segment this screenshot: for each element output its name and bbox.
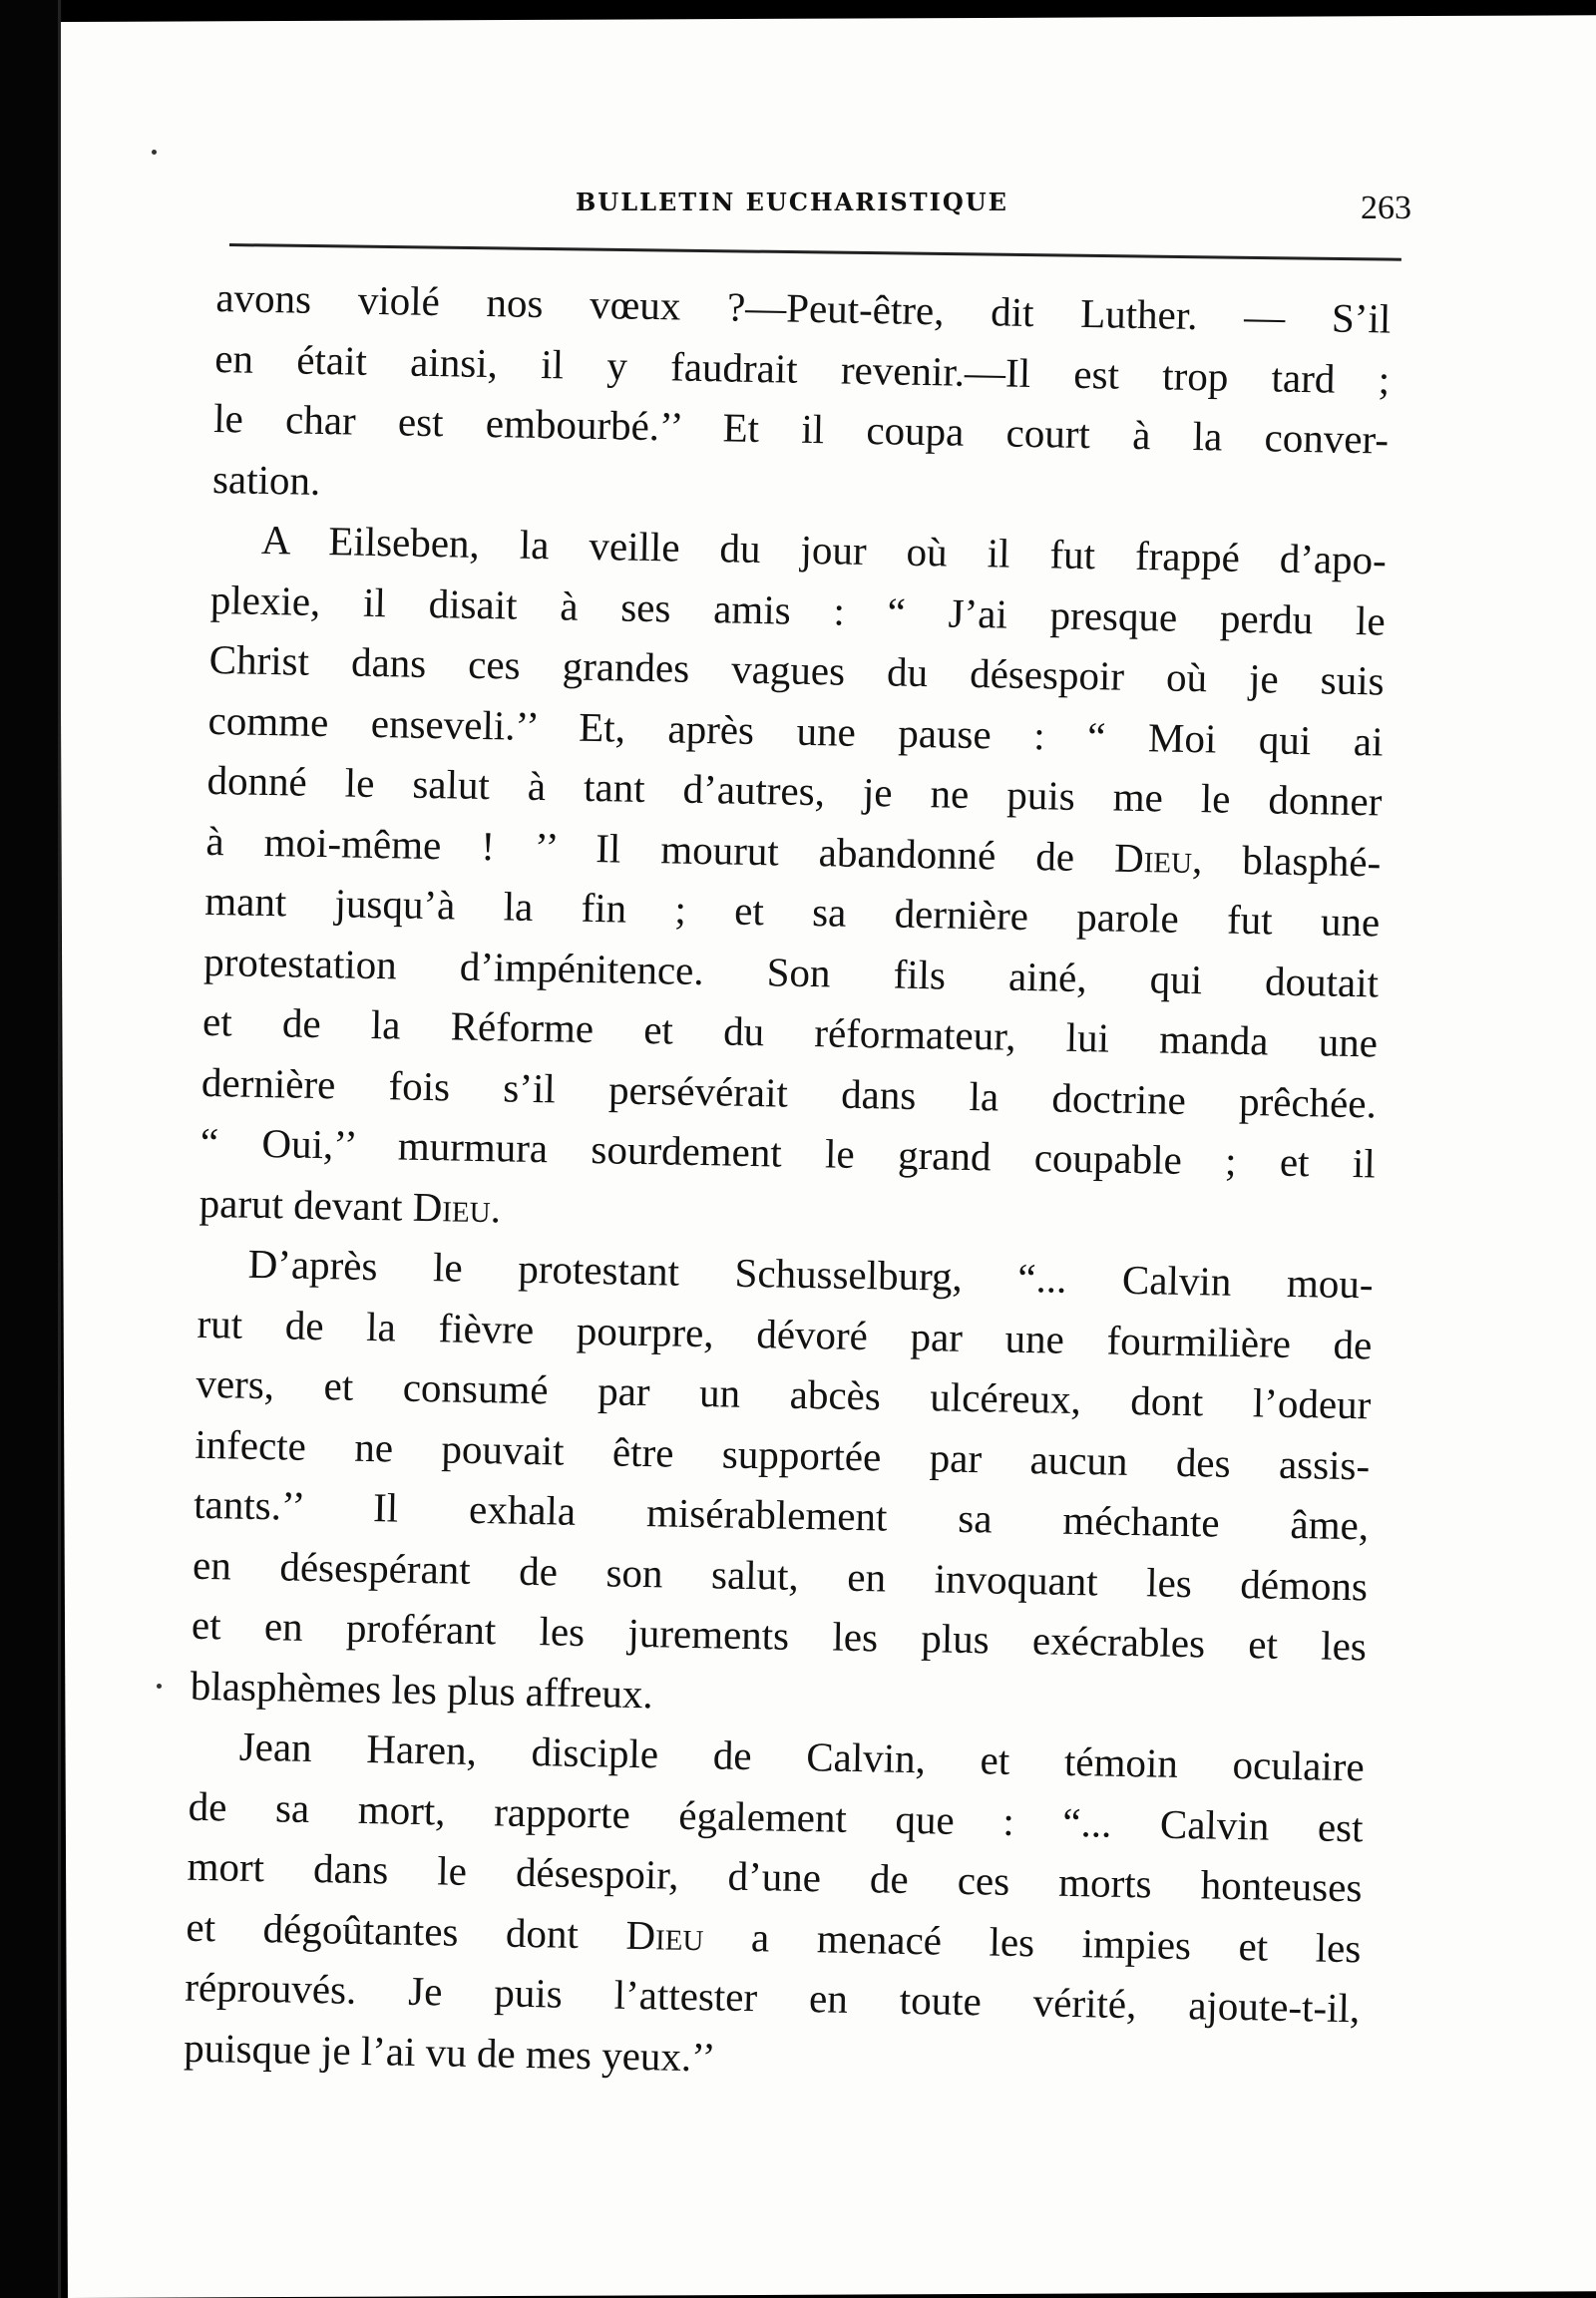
text-line: comme enseveli.’’ Et, après une pause : “ Moi qui ai <box>207 696 1384 765</box>
text-line: blasphèmes les plus affreux. <box>190 1662 654 1717</box>
page-edge <box>58 0 61 2298</box>
text-line: donné le salut à tant d’autres, je ne puis me le donner <box>206 756 1383 825</box>
text-line: en était ainsi, il y faudrait revenir.—Il est trop tard ; <box>213 334 1391 403</box>
text-line: infecte ne pouvait être supportée par aucun des assis- <box>194 1420 1371 1488</box>
paragraph-4 <box>184 1716 1365 2100</box>
text-line: A Eilseben, la veille du jour où il fut frappé d’apo- <box>260 516 1388 583</box>
text-line: Christ dans ces grandes vagues du désespoir où je suis <box>208 635 1386 704</box>
text-line: réprouvés. Je puis l’attester en toute vérité, ajoute-t-il, <box>184 1963 1361 2032</box>
text-line: Jean Haren, disciple de Calvin, et témoin oculaire <box>238 1723 1366 1790</box>
text-segment: à moi-même ! ’’ Il mourut abandonné de <box>205 817 1115 881</box>
text-line: le char est embourbé.’’ Et il coupa court à la conver- <box>212 394 1390 463</box>
text-segment: , blasphé- <box>1191 835 1382 885</box>
paragraph-3 <box>190 1233 1374 1737</box>
running-head: BULLETIN EUCHARISTIQUE <box>576 188 1008 216</box>
small-caps-word: Dieu <box>625 1911 704 1959</box>
paragraph-2 <box>199 509 1387 1254</box>
text-line: D’après le protestant Schusselburg, “... Calvin mou- <box>247 1240 1374 1308</box>
text-line: mant jusqu’à la fin ; et sa dernière parole fut une <box>203 877 1381 946</box>
text-line: en désespérant de son salut, en invoquant les démons <box>192 1541 1369 1609</box>
text-line: et en proférant les jurements les plus exécrables et les <box>191 1601 1368 1670</box>
text-line: de sa mort, rapporte également que : “... Calvin est <box>188 1782 1364 1850</box>
text-segment: parut devant <box>199 1179 414 1230</box>
text-line: “ Oui,’’ murmura sourdement le grand coupable ; et il <box>200 1118 1377 1187</box>
body-text <box>184 267 1392 2099</box>
text-line: sation. <box>211 455 321 504</box>
small-caps-word: Dieu <box>412 1183 492 1231</box>
scan-border-left <box>0 0 62 2298</box>
text-line: avons violé nos vœux ?—Peut-être, dit Luther. — S’il <box>215 273 1392 342</box>
text-segment: a menacé les impies et les <box>703 1912 1362 1971</box>
paragraph-1 <box>212 267 1392 531</box>
scan-speck <box>152 150 157 155</box>
text-line: plexie, il disait à ses amis : “ J’ai presque perdu le <box>209 575 1387 644</box>
page-number: 263 <box>1361 190 1411 226</box>
page-header <box>140 168 1411 227</box>
text-segment: et dégoûtantes dont <box>186 1903 626 1958</box>
text-line: puisque je l’ai vu de mes yeux.’’ <box>183 2024 716 2080</box>
text-segment: . <box>490 1184 502 1231</box>
text-line: mort dans le désespoir, d’une de ces morts honteuses <box>187 1842 1363 1911</box>
text-line: tants.’’ Il exhala misérablement sa méchante âme, <box>193 1480 1370 1549</box>
text-line: rut de la fièvre pourpre, dévoré par une fourmilière de <box>197 1300 1373 1367</box>
text-line: vers, et consumé par un abcès ulcéreux, dont l’odeur <box>196 1359 1372 1428</box>
small-caps-word: Dieu <box>1113 834 1193 882</box>
scan-speck <box>157 1684 162 1689</box>
text-line: protestation d’impénitence. Son fils ainé, qui doutait <box>202 938 1380 1005</box>
text-line: et de la Réforme et du réformateur, lui manda une <box>201 997 1379 1066</box>
text-line: dernière fois s’il persévérait dans la doctrine prêchée. <box>200 1058 1378 1126</box>
